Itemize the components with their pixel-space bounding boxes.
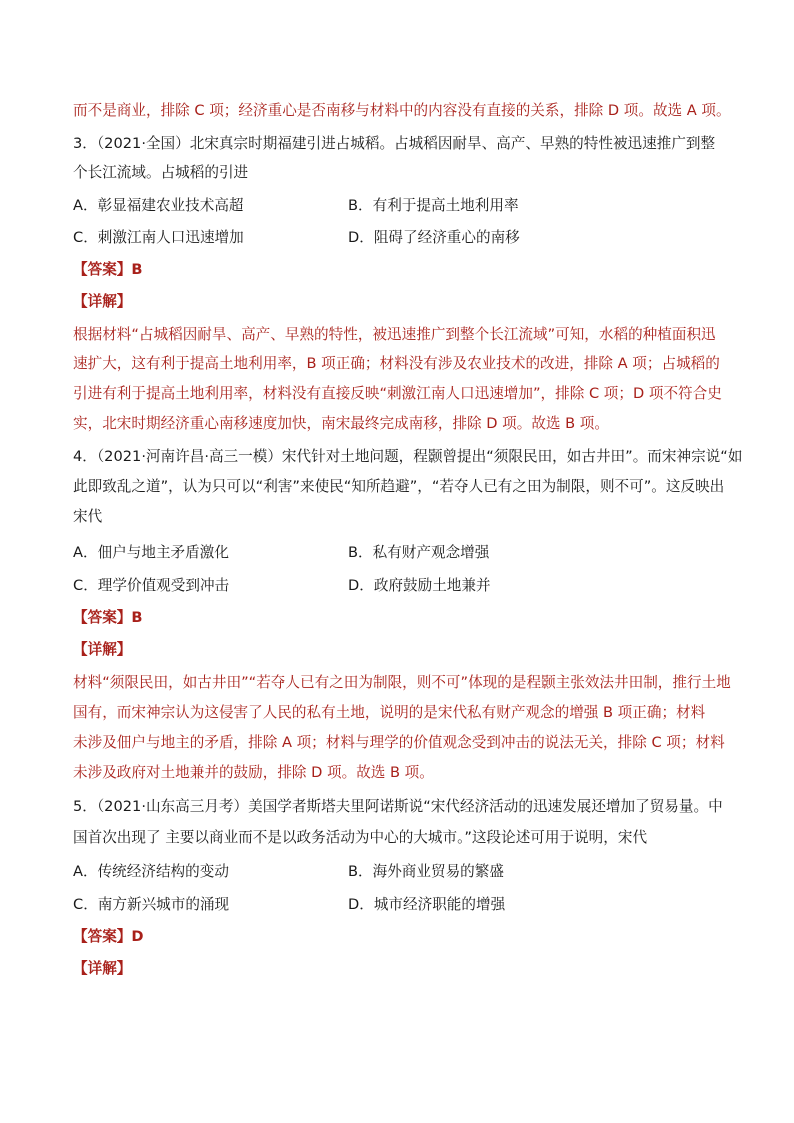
q3-detail-label: 【详解】 [73,293,132,310]
q4-detail-line-4: 未涉及政府对土地兼并的鼓励，排除 D 项。故选 B 项。 [73,764,434,781]
q4-detail-label: 【详解】 [73,641,132,658]
q4-option-b: B．私有财产观念增强 [348,544,490,561]
q5-stem-line-1: 5．（2021·山东高三月考）美国学者斯塔夫里阿诺斯说“宋代经济活动的迅速发展还增加了贸易量。中 [73,798,723,815]
q3-detail-line-3: 引进有利于提高土地利用率，材料没有直接反映“刺激江南人口迅速增加”，排除 C 项；D 项不符合史 [73,385,722,402]
q5-option-c: C．南方新兴城市的涌现 [73,896,230,913]
q4-option-c: C．理学价值观受到冲击 [73,577,230,594]
q5-stem-line-2: 国首次出现了 主要以商业而不是以政务活动为中心的大城市。”这段论述可用于说明，宋代 [73,829,648,846]
q4-stem-line-1: 4．（2021·河南许昌·高三一模）宋代针对土地问题，程颢曾提出“须限民田，如古井田”。而宋神宗说“如 [73,448,743,465]
q5-option-a: A．传统经济结构的变动 [73,863,229,880]
q4-detail-line-2: 国有，而宋神宗认为这侵害了人民的私有土地，说明的是宋代私有财产观念的增强 B 项正确；材料 [73,704,706,721]
q3-option-b: B．有利于提高土地利用率 [348,197,519,214]
q3-detail-line-4: 实，北宋时期经济重心南移速度加快，南宋最终完成南移，排除 D 项。故选 B 项。 [73,415,609,432]
q5-detail-label: 【详解】 [73,960,132,977]
q3-stem-line-1: 3．（2021·全国）北宋真宗时期福建引进占城稻。占城稻因耐旱、高产、早熟的特性被迅速推广到整 [73,135,716,152]
q4-stem-line-3: 宋代 [73,508,103,525]
q5-answer-label: 【答案】D [73,928,144,945]
q4-detail-line-3: 未涉及佃户与地主的矛盾，排除 A 项；材料与理学的价值观念受到冲击的说法无关，排除 C 项；材料 [73,734,725,751]
q3-option-c: C．刺激江南人口迅速增加 [73,229,244,246]
q3-stem-line-2: 个长江流域。占城稻的引进 [73,164,249,181]
q4-detail-line-1: 材料“须限民田，如古井田”“若夺人已有之田为制限，则不可”体现的是程颢主张效法井田制，推行土地 [73,674,731,691]
q3-option-d: D．阻碍了经济重心的南移 [348,229,520,246]
q3-option-a: A．彰显福建农业技术高超 [73,197,244,214]
q5-option-d: D．城市经济职能的增强 [348,896,506,913]
q4-option-a: A．佃户与地主矛盾激化 [73,544,229,561]
previous-answer-tail: 而不是商业，排除 C 项；经济重心是否南移与材料中的内容没有直接的关系，排除 D 项。故选 A 项。 [73,102,731,119]
q5-option-b: B．海外商业贸易的繁盛 [348,863,504,880]
q3-detail-line-1: 根据材料“占城稻因耐旱、高产、早熟的特性，被迅速推广到整个长江流域”可知，水稻的种植面积迅 [73,326,716,343]
q4-answer-label: 【答案】B [73,609,143,626]
q3-detail-line-2: 速扩大，这有利于提高土地利用率，B 项正确；材料没有涉及农业技术的改进，排除 A 项；占城稻的 [73,355,720,372]
q3-answer-label: 【答案】B [73,261,143,278]
q4-stem-line-2: 此即致乱之道”，认为只可以“利害”来使民“知所趋避”，“若夺人已有之田为制限，则不可”。这反映出 [73,478,725,495]
q4-option-d: D．政府鼓励土地兼并 [348,577,491,594]
